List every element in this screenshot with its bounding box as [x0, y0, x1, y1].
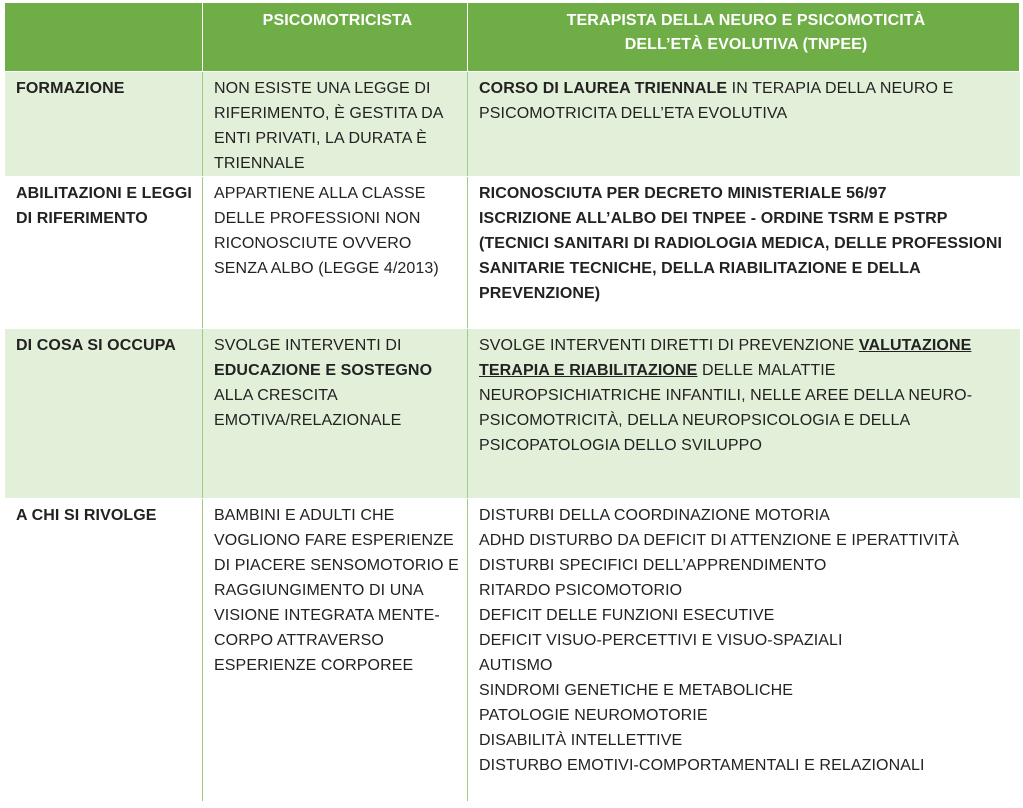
abilitazioni-tnpee-line1: RICONOSCIUTA PER DECRETO MINISTERIALE 56/97 [479, 185, 887, 202]
formazione-tnpee-rest: IN TERAPIA DELLA NEURO E PSICOMOTRICITA DELL’ETA EVOLUTIVA [479, 80, 954, 122]
occupa-psicomotricista [203, 329, 468, 499]
list-item: DISTURBI DELLA COORDINAZIONE MOTORIA [479, 507, 830, 524]
abilitazioni-tnpee-line2: ISCRIZIONE ALL’ALBO DEI TNPEE - ORDINE TSRM E PSTRP (TECNICI SANITARI DI RADIOLOGIA MEDICA, DELLE PROFESSIONI SANITARIE TECNICHE, DELLA RIABILITAZIONE E DELLA PREVENZIONE) [479, 210, 1003, 302]
rivolge-psicomotricista: BAMBINI E ADULTI CHE VOGLIONO FARE ESPERIENZE DI PIACERE SENSOMOTORIO E RAGGIUNGIMENTO DI UNA VISIONE INTEGRATA MENTE-CORPO ATTRAVERSO ESPERIENZE CORPOREE [203, 499, 468, 802]
abilitazioni-tnpee [468, 177, 1020, 329]
row-occupa [5, 329, 1020, 499]
list-item: DEFICIT DELLE FUNZIONI ESECUTIVE [479, 607, 775, 624]
rivolge-tnpee-list [468, 499, 1020, 802]
list-item: DISTURBI SPECIFICI DELL’APPRENDIMENTO [479, 557, 827, 574]
formazione-tnpee [468, 72, 1020, 177]
list-item: RITARDO PSICOMOTORIO [479, 582, 683, 599]
formazione-tnpee-bold: CORSO DI LAUREA TRIENNALE [479, 80, 728, 97]
list-item: PATOLOGIE NEUROMOTORIE [479, 707, 708, 724]
formazione-psicomotricista: NON ESISTE UNA LEGGE DI RIFERIMENTO, È GESTITA DA ENTI PRIVATI, LA DURATA È TRIENNALE [203, 72, 468, 177]
list-item: DEFICIT VISUO-PERCETTIVI E VISUO-SPAZIALI [479, 632, 843, 649]
occupa-psico-post: ALLA CRESCITA EMOTIVA/RELAZIONALE [214, 387, 402, 429]
header-tnpee-line1: TERAPISTA DELLA NEURO E PSICOMOTICITÀ [566, 12, 926, 29]
occupa-tnpee-bold: VALUTAZIONE TERAPIA E RIABILITAZIONE [479, 337, 972, 379]
occupa-tnpee-pre: SVOLGE INTERVENTI DIRETTI DI PREVENZIONE [479, 337, 859, 354]
comparison-table [4, 2, 1020, 802]
occupa-tnpee-post: DELLE MALATTIE NEUROPSICHIATRICHE INFANTILI, NELLE AREE DELLA NEURO-PSICOMOTRICITÀ, DELLA NEUROPSICOLOGIA E DELLA PSICOPATOLOGIA DELLO SVILUPPO [479, 362, 973, 454]
list-item: SINDROMI GENETICHE E METABOLICHE [479, 682, 794, 699]
occupa-psico-bold: EDUCAZIONE E SOSTEGNO [214, 362, 433, 379]
row-abilitazioni [5, 177, 1020, 329]
occupa-psico-pre: SVOLGE INTERVENTI DI [214, 337, 402, 354]
list-item: ADHD DISTURBO DA DEFICIT DI ATTENZIONE E IPERATTIVITÀ [479, 532, 960, 549]
row-label-formazione: FORMAZIONE [5, 72, 203, 177]
row-label-rivolge: A CHI SI RIVOLGE [5, 499, 203, 802]
header-tnpee [468, 3, 1020, 72]
row-formazione [5, 72, 1020, 177]
list-item: DISTURBO EMOTIVI-COMPORTAMENTALI E RELAZIONALI [479, 757, 925, 774]
list-item: AUTISMO [479, 657, 553, 674]
row-label-occupa: DI COSA SI OCCUPA [5, 329, 203, 499]
row-rivolge [5, 499, 1020, 802]
header-empty-cell [5, 3, 203, 72]
row-label-abilitazioni: ABILITAZIONI E LEGGI DI RIFERIMENTO [5, 177, 203, 329]
header-psicomotricista: PSICOMOTRICISTA [203, 3, 468, 72]
list-item: DISABILITÀ INTELLETTIVE [479, 732, 683, 749]
abilitazioni-psicomotricista: APPARTIENE ALLA CLASSE DELLE PROFESSIONI NON RICONOSCIUTE OVVERO SENZA ALBO (LEGGE 4/2013) [203, 177, 468, 329]
occupa-tnpee [468, 329, 1020, 499]
header-row [5, 3, 1020, 72]
header-tnpee-line2: DELL’ETÀ EVOLUTIVA (TNPEE) [624, 36, 868, 53]
